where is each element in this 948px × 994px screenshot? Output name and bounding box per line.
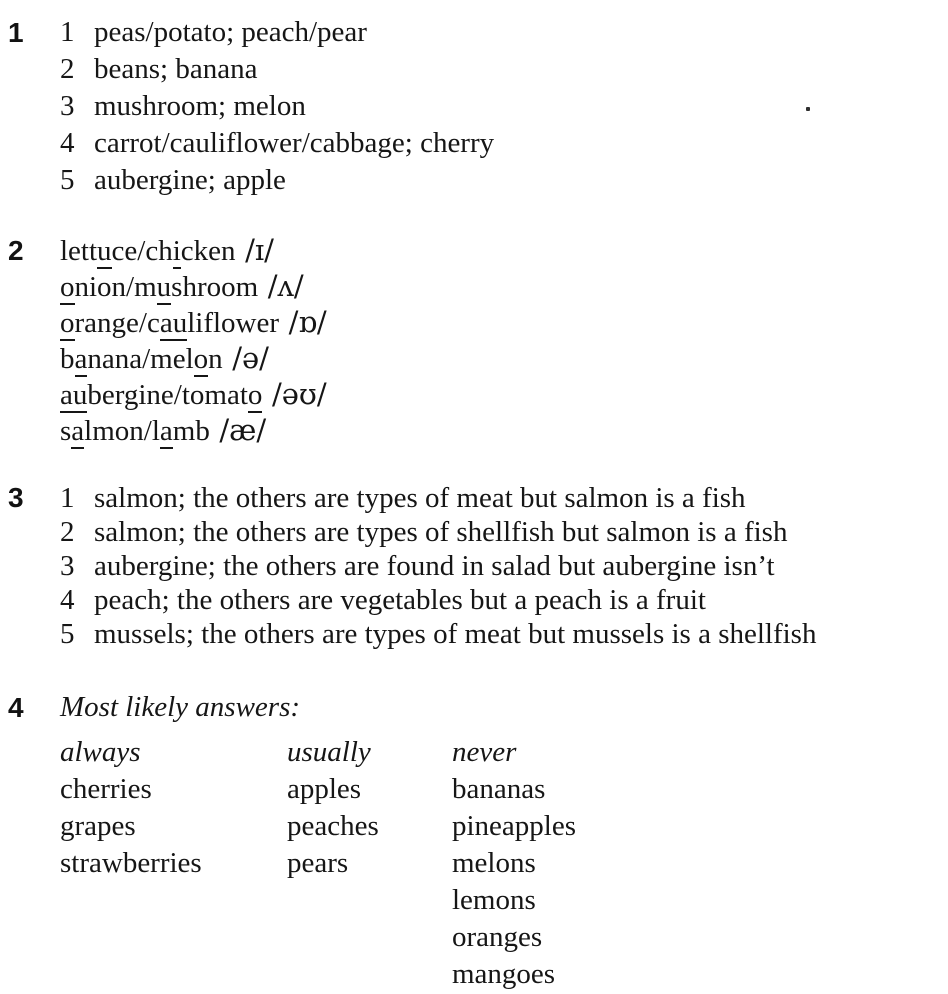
list-item — [60, 14, 494, 51]
item-number: 1 — [60, 482, 75, 514]
answer-item: pineapples — [452, 810, 577, 842]
word-fragment: nana/mel — [87, 343, 194, 375]
column-header: always — [60, 736, 141, 768]
phonetic-line — [60, 233, 327, 269]
scan-artifact-dot — [806, 107, 810, 111]
list-item — [60, 51, 494, 88]
underlined-vowel: u — [156, 271, 172, 303]
answer-item: grapes — [60, 810, 136, 842]
underlined-vowel: a — [71, 415, 85, 447]
section-2-marker: 2 — [8, 235, 23, 266]
word-fragment: n — [208, 343, 223, 375]
column-usually — [287, 734, 452, 993]
answer-item: pears — [287, 847, 349, 879]
phoneme-symbol: /əʊ/ — [271, 377, 327, 411]
item-number: 2 — [60, 53, 75, 85]
word-fragment: shroom — [171, 271, 259, 303]
column-header: usually — [287, 736, 371, 768]
section-3-marker: 3 — [8, 482, 23, 513]
item-text: aubergine; the others are found in salad but aubergine isn’t — [94, 550, 775, 582]
phonetic-line — [60, 341, 327, 377]
item-text: peas/potato; peach/pear — [94, 16, 367, 48]
answers-table — [60, 734, 576, 993]
underlined-vowel: o — [193, 343, 209, 375]
item-text: beans; banana — [94, 53, 258, 85]
item-number: 3 — [60, 90, 75, 122]
item-text: mussels; the others are types of meat but mussels is a shellfish — [94, 618, 817, 650]
word-fragment: ce/ch — [111, 235, 173, 267]
item-number: 5 — [60, 164, 75, 196]
item-number: 4 — [60, 584, 75, 616]
section-4 — [8, 689, 948, 993]
underlined-vowel: u — [97, 235, 112, 267]
word-fragment: lett — [60, 235, 98, 267]
list-item — [60, 162, 494, 199]
word-fragment: cken — [180, 235, 236, 267]
item-text: carrot/cauliflower/cabbage; cherry — [94, 127, 495, 159]
word-fragment: lmon/l — [84, 415, 160, 447]
item-number: 1 — [60, 16, 75, 48]
section-3-list — [60, 481, 816, 651]
phonetic-line — [60, 413, 327, 449]
phoneme-symbol: /ʌ/ — [267, 269, 304, 303]
underlined-vowel: o — [60, 271, 75, 303]
underlined-vowel: a — [159, 415, 173, 447]
list-item — [60, 481, 816, 515]
word-fragment: range/c — [74, 307, 160, 339]
section-2-list — [60, 233, 327, 449]
phoneme-symbol: /ɒ/ — [288, 305, 327, 339]
column-always — [60, 734, 287, 993]
word-fragment: s — [60, 415, 72, 447]
list-item — [60, 617, 816, 651]
answer-item: strawberries — [60, 847, 202, 879]
answer-item: oranges — [452, 921, 543, 953]
answer-item: melons — [452, 847, 536, 879]
list-item — [60, 515, 816, 549]
column-never — [452, 734, 576, 993]
underlined-vowel: i — [172, 235, 181, 267]
section-4-marker: 4 — [8, 692, 23, 723]
phonetic-line — [60, 305, 327, 341]
phoneme-symbol: /æ/ — [219, 413, 267, 447]
word-fragment: liflower — [187, 307, 280, 339]
answer-item: mangoes — [452, 958, 556, 990]
word-fragment: bergine/tomat — [87, 379, 248, 411]
section-1-marker: 1 — [8, 17, 23, 48]
word-fragment: nion/m — [74, 271, 157, 303]
section-2 — [8, 233, 948, 449]
item-text: salmon; the others are types of meat but salmon is a fish — [94, 482, 746, 514]
answer-item: apples — [287, 773, 362, 805]
section-4-heading: Most likely answers: — [60, 691, 301, 723]
underlined-vowel: o — [60, 307, 75, 339]
list-item — [60, 88, 494, 125]
item-number: 5 — [60, 618, 75, 650]
answer-item: peaches — [287, 810, 379, 842]
item-text: mushroom; melon — [94, 90, 306, 122]
item-text: peach; the others are vegetables but a peach is a fruit — [94, 584, 706, 616]
item-number: 3 — [60, 550, 75, 582]
section-3 — [8, 481, 948, 651]
list-item — [60, 583, 816, 617]
answer-item: lemons — [452, 884, 536, 916]
underlined-vowel: a — [74, 343, 88, 375]
phoneme-symbol: /ə/ — [232, 341, 269, 375]
answer-item: bananas — [452, 773, 546, 805]
underlined-vowel: au — [60, 379, 88, 411]
column-header: never — [452, 736, 517, 768]
item-text: aubergine; apple — [94, 164, 286, 196]
underlined-vowel: au — [159, 307, 188, 339]
answer-item: cherries — [60, 773, 152, 805]
word-fragment: mb — [172, 415, 210, 447]
item-number: 2 — [60, 516, 75, 548]
section-1-list — [60, 14, 494, 199]
phonetic-line — [60, 377, 327, 413]
phonetic-line — [60, 269, 327, 305]
word-fragment: b — [60, 343, 75, 375]
list-item — [60, 125, 494, 162]
list-item — [60, 549, 816, 583]
underlined-vowel: o — [247, 379, 263, 411]
item-number: 4 — [60, 127, 75, 159]
item-text: salmon; the others are types of shellfish but salmon is a fish — [94, 516, 788, 548]
phoneme-symbol: /ɪ/ — [245, 233, 274, 267]
